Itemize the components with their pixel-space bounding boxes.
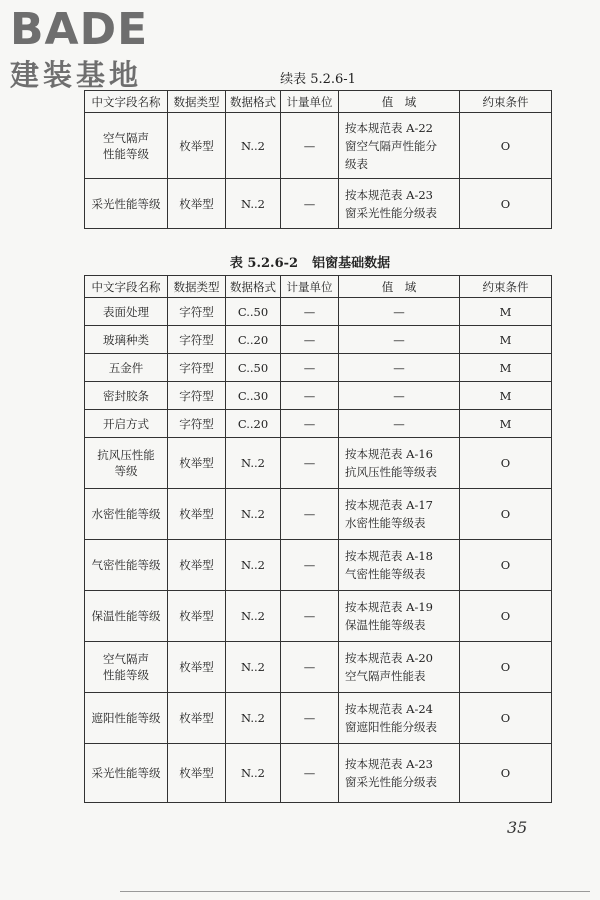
data-format-cell: C..20 — [226, 326, 281, 354]
data-type-cell: 枚举型 — [168, 642, 226, 693]
data-type-cell: 字符型 — [168, 326, 226, 354]
table-row — [85, 591, 552, 642]
value-domain-cell: — — [339, 326, 460, 354]
value-domain-cell: — — [339, 382, 460, 410]
field-name-cell: 玻璃种类 — [85, 326, 168, 354]
constraint-cell: O — [460, 540, 552, 591]
table2-header-row — [85, 276, 552, 298]
column-header: 数据类型 — [168, 91, 226, 113]
data-format-cell: C..30 — [226, 382, 281, 410]
value-domain-cell: 按本规范表 A-19 保温性能等级表 — [339, 591, 460, 642]
table1-body — [85, 113, 552, 229]
field-name-cell: 水密性能等级 — [85, 489, 168, 540]
table-row — [85, 326, 552, 354]
unit-cell: — — [281, 438, 339, 489]
constraint-cell: M — [460, 298, 552, 326]
unit-cell: — — [281, 693, 339, 744]
unit-cell: — — [281, 489, 339, 540]
value-domain-cell: 按本规范表 A-16 抗风压性能等级表 — [339, 438, 460, 489]
unit-cell: — — [281, 354, 339, 382]
constraint-cell: O — [460, 591, 552, 642]
value-domain-cell: 按本规范表 A-20 空气隔声性能表 — [339, 642, 460, 693]
field-name-cell: 密封胶条 — [85, 382, 168, 410]
logo-chinese: 建装基地 — [10, 58, 143, 92]
column-header: 中文字段名称 — [85, 276, 168, 298]
page-number: 35 — [507, 818, 528, 837]
data-format-cell: N..2 — [226, 489, 281, 540]
column-header: 值 域 — [339, 91, 460, 113]
column-header: 中文字段名称 — [85, 91, 168, 113]
data-type-cell: 字符型 — [168, 354, 226, 382]
unit-cell: — — [281, 642, 339, 693]
data-type-cell: 枚举型 — [168, 179, 226, 229]
table2-caption-number: 表 5.2.6-2 — [229, 256, 299, 271]
data-type-cell: 枚举型 — [168, 540, 226, 591]
unit-cell: — — [281, 179, 339, 229]
data-format-cell: N..2 — [226, 438, 281, 489]
table-row — [85, 354, 552, 382]
data-type-cell: 字符型 — [168, 298, 226, 326]
constraint-cell: O — [460, 642, 552, 693]
unit-cell: — — [281, 326, 339, 354]
data-type-cell: 字符型 — [168, 410, 226, 438]
unit-cell: — — [281, 591, 339, 642]
table-row — [85, 540, 552, 591]
table-row — [85, 298, 552, 326]
constraint-cell: O — [460, 179, 552, 229]
value-domain-cell: — — [339, 410, 460, 438]
value-domain-cell: — — [339, 298, 460, 326]
table2-caption-name: 铝窗基础数据 — [312, 256, 391, 271]
constraint-cell: M — [460, 410, 552, 438]
value-domain-cell: 按本规范表 A-17 水密性能等级表 — [339, 489, 460, 540]
constraint-cell: O — [460, 489, 552, 540]
data-format-cell: N..2 — [226, 642, 281, 693]
unit-cell: — — [281, 382, 339, 410]
table-row — [85, 179, 552, 229]
data-format-cell: C..50 — [226, 354, 281, 382]
data-type-cell: 枚举型 — [168, 693, 226, 744]
field-name-cell: 遮阳性能等级 — [85, 693, 168, 744]
data-format-cell: N..2 — [226, 113, 281, 179]
table1 — [84, 90, 552, 229]
data-type-cell: 枚举型 — [168, 591, 226, 642]
field-name-cell: 采光性能等级 — [85, 179, 168, 229]
column-header: 数据格式 — [226, 276, 281, 298]
data-format-cell: N..2 — [226, 540, 281, 591]
column-header: 约束条件 — [460, 276, 552, 298]
table-row — [85, 744, 552, 803]
table-row — [85, 410, 552, 438]
value-domain-cell: 按本规范表 A-24 窗遮阳性能分级表 — [339, 693, 460, 744]
column-header: 计量单位 — [281, 276, 339, 298]
table-row — [85, 642, 552, 693]
column-header: 计量单位 — [281, 91, 339, 113]
field-name-cell: 保温性能等级 — [85, 591, 168, 642]
table2-body — [85, 298, 552, 803]
field-name-cell: 表面处理 — [85, 298, 168, 326]
data-type-cell: 字符型 — [168, 382, 226, 410]
constraint-cell: M — [460, 354, 552, 382]
value-domain-cell: 按本规范表 A-23 窗采光性能分级表 — [339, 179, 460, 229]
value-domain-cell: 按本规范表 A-22 窗空气隔声性能分 级表 — [339, 113, 460, 179]
field-name-cell: 空气隔声 性能等级 — [85, 113, 168, 179]
table-row — [85, 693, 552, 744]
data-type-cell: 枚举型 — [168, 113, 226, 179]
unit-cell: — — [281, 298, 339, 326]
unit-cell: — — [281, 113, 339, 179]
column-header: 数据格式 — [226, 91, 281, 113]
table2 — [84, 275, 552, 803]
column-header: 值 域 — [339, 276, 460, 298]
constraint-cell: O — [460, 744, 552, 803]
logo-latin: BADE — [10, 4, 149, 55]
value-domain-cell: 按本规范表 A-18 气密性能等级表 — [339, 540, 460, 591]
table1-caption: 续表 5.2.6-1 — [280, 72, 356, 87]
constraint-cell: O — [460, 438, 552, 489]
unit-cell: — — [281, 410, 339, 438]
constraint-cell: M — [460, 382, 552, 410]
field-name-cell: 抗风压性能 等级 — [85, 438, 168, 489]
unit-cell: — — [281, 744, 339, 803]
data-format-cell: N..2 — [226, 744, 281, 803]
data-type-cell: 枚举型 — [168, 489, 226, 540]
value-domain-cell: 按本规范表 A-23 窗采光性能分级表 — [339, 744, 460, 803]
data-format-cell: C..50 — [226, 298, 281, 326]
data-format-cell: N..2 — [226, 179, 281, 229]
field-name-cell: 开启方式 — [85, 410, 168, 438]
data-format-cell: N..2 — [226, 693, 281, 744]
table-row — [85, 382, 552, 410]
data-type-cell: 枚举型 — [168, 438, 226, 489]
field-name-cell: 五金件 — [85, 354, 168, 382]
table1-header-row — [85, 91, 552, 113]
field-name-cell: 采光性能等级 — [85, 744, 168, 803]
column-header: 数据类型 — [168, 276, 226, 298]
table-row — [85, 438, 552, 489]
data-format-cell: C..20 — [226, 410, 281, 438]
constraint-cell: O — [460, 113, 552, 179]
column-header: 约束条件 — [460, 91, 552, 113]
data-type-cell: 枚举型 — [168, 744, 226, 803]
unit-cell: — — [281, 540, 339, 591]
constraint-cell: O — [460, 693, 552, 744]
bottom-rule — [120, 891, 590, 892]
table-row — [85, 113, 552, 179]
table2-caption — [10, 252, 600, 271]
value-domain-cell: — — [339, 354, 460, 382]
table-row — [85, 489, 552, 540]
data-format-cell: N..2 — [226, 591, 281, 642]
field-name-cell: 空气隔声 性能等级 — [85, 642, 168, 693]
constraint-cell: M — [460, 326, 552, 354]
field-name-cell: 气密性能等级 — [85, 540, 168, 591]
